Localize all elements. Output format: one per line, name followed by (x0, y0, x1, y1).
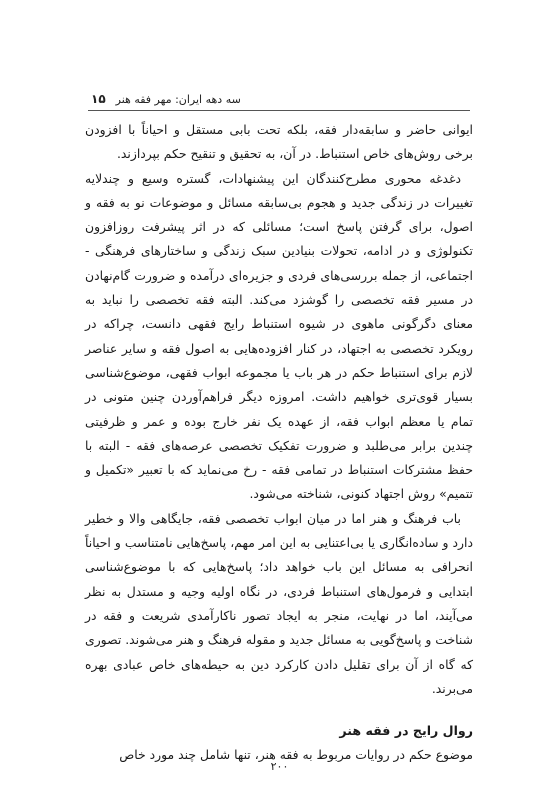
section-first-line: موضوع حکم در روایات مربوط به فقه هنر، تنها شامل چند مورد خاص (119, 747, 473, 763)
header-rule (88, 110, 470, 111)
footer-page-number: ۲۰۰ (270, 760, 289, 773)
running-header (91, 92, 471, 106)
body-text (85, 118, 473, 767)
paragraph-3: باب فرهنگ و هنر اما در میان ابواب تخصصی فقه، جایگاهی والا و خطیر دارد و ساده‌انگاری یا بی‌اعتنایی به این امر مهم، پاسخ‌هایی نامتناسب و احیاناً انحرافی به مسائل این باب خواهد داد؛ پاسخ‌هایی که با موضوع‌شناسی ابتدایی و فرمول‌های استنباط فردی، در نگاه اولیه وجیه و مستدل به نظر می‌آیند، اما در نهایت، منجر به ایجاد تصور ناکارآمدی شریعت و فقه در شناخت و پاسخ‌گویی به مسائل جدید و مقوله فرهنگ و هنر می‌شوند. تصوری که گاه از آن برای تقلیل دادن کارکرد دین به حیطه‌های خاص عبادی بهره می‌برند. (85, 510, 473, 696)
running-title: سه دهه ایران: مهر فقه هنر (115, 92, 241, 106)
header-page-number: ۱۵ (91, 92, 106, 106)
paragraph-2: دغدغه محوری مطرح‌کنندگان این پیشنهادات، گستره وسیع و چندلایه تغییرات در زندگی جدید و هجوم بی‌سابقه مسائل و موضوعات نو به فقه و اصول، برای گرفتن پاسخ است؛ مسائلی که در اثر پیشرفت روزافزون تکنولوژی و در ادامه، تحولات بنیادین سبک زندگی و ساختارهای فرهنگی - اجتماعی، از جمله بررسی‌های فردی و جزیره‌ای درآمده و ضرورت گام‌نهادن در مسیر فقه تخصصی را گوشزد می‌کند. البته فقه تخصصی را نباید به معنای دگرگونی ماهوی در شیوه استنباط رایج فقهی دانست، چراکه در رویکرد تخصصی به اجتهاد، در کنار افزوده‌هایی به اصول فقه و سایر عناصر لازم برای استنباط حکم در هر باب یا مجموعه ابواب فقهی، موضوع‌شناسی بسیار قوی‌تری خواهیم داشت. امروزه دیگر فراهم‌آوردن چنین متونی در تمام یا معظم ابواب فقه، از عهده یک نفر خارج بوده و عمر و ظرفیتی چندین برابر می‌طلبد و ضرورت تفکیک تخصصی عرصه‌های فقه - البته با حفظ مشترکات استنباط در تمامی فقه - رخ می‌نماید که با تعبیر «تکمیل و تتمیم» روش اجتهاد کنونی، شناخته می‌شود. (85, 170, 473, 502)
section-heading: روال رایج در فقه هنر (339, 723, 473, 739)
paragraph-1: ایوانی حاضر و سابقه‌دار فقه، بلکه تحت بابی مستقل و احیاناً با افزودن برخی روش‌های خاص استنباط. در آن، به تحقیق و تنقیح حکم بپردازند. (85, 122, 473, 162)
